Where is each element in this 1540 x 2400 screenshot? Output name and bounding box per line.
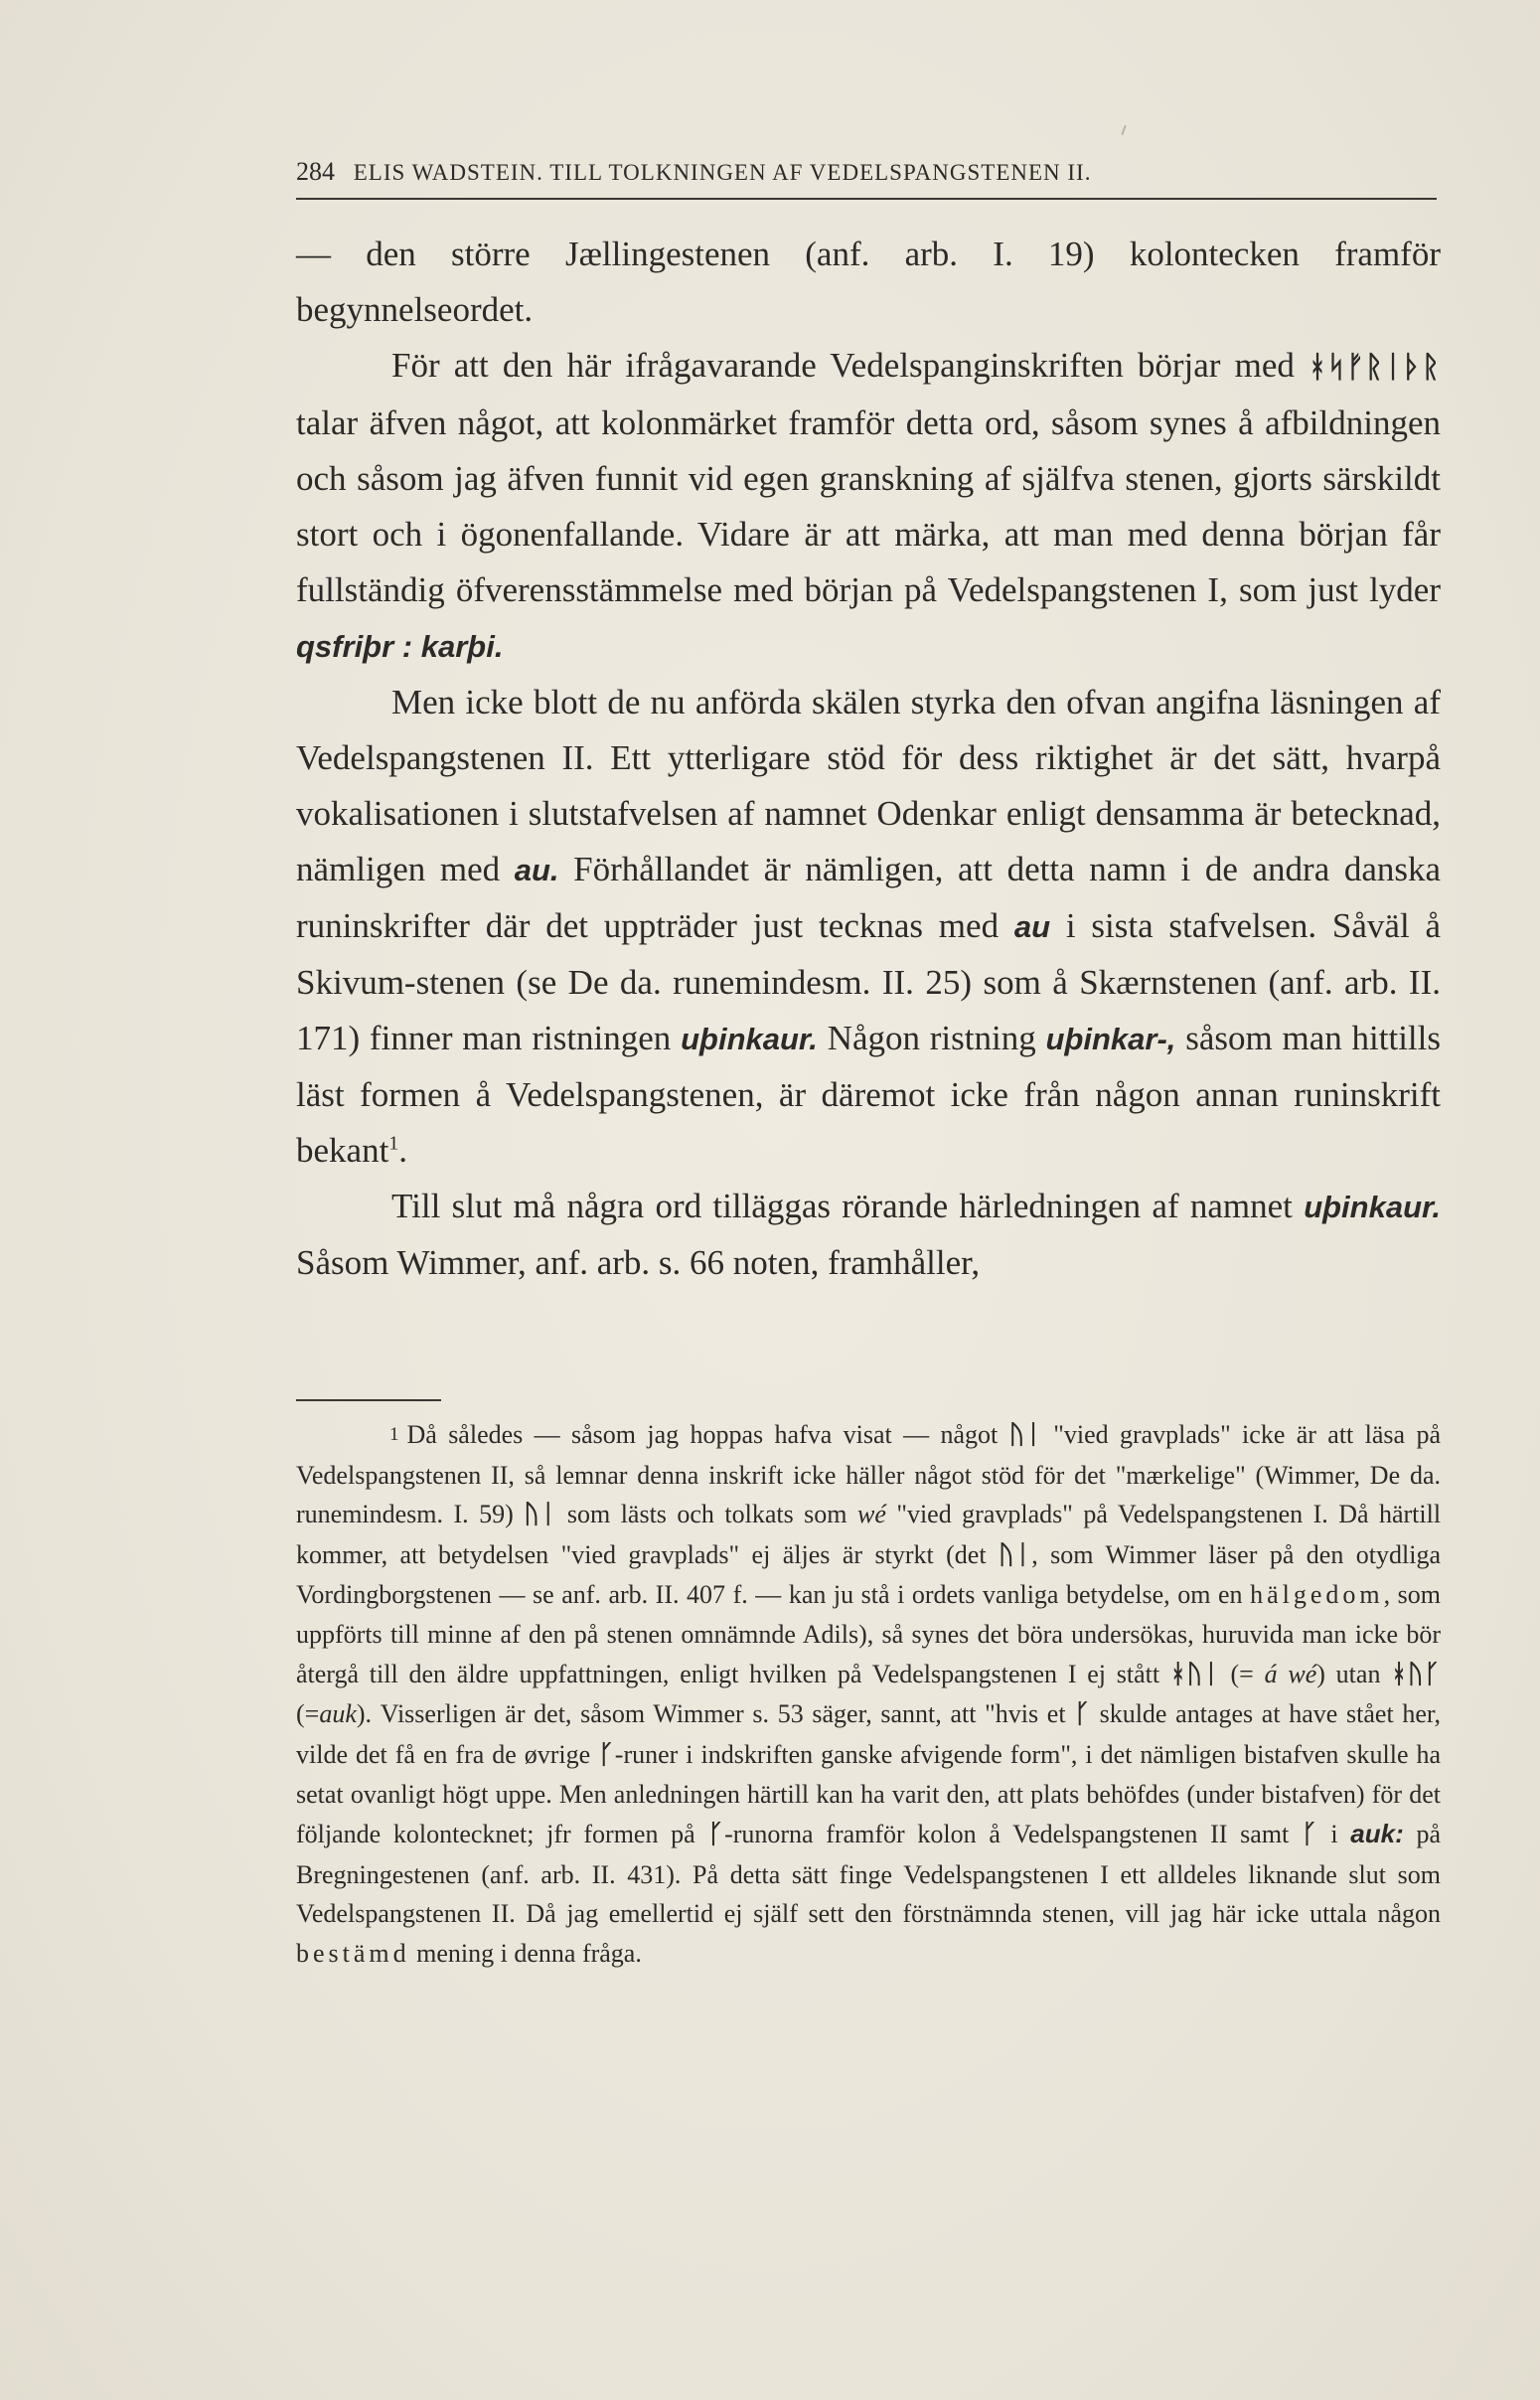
running-header — [296, 157, 1441, 187]
fn-text: (= — [296, 1699, 320, 1729]
footnote-number: 1 — [389, 1424, 399, 1445]
p2-text-b: talar äfven något, att kolonmärket framför detta ord, såsom synes å afbildningen och såsom jag äfven funnit vid egen granskning af själfva stenen, gjorts särskildt stort och i ögonenfallande. Vidare är att märka, att man med denna början får fullständig öfverensstämmelse med början på Vedelspangstenen I, som just lyder — [296, 403, 1441, 609]
translit-upinkaur-2: uþinkaur. — [1304, 1190, 1441, 1224]
paragraph-2 — [296, 338, 1441, 675]
fn-italic-auk: auk — [319, 1699, 357, 1729]
translit-upinkaur-1: uþinkaur. — [681, 1022, 818, 1056]
paper-speck — [1121, 125, 1126, 135]
p3-text-f: . — [398, 1131, 408, 1170]
fn-text: -runorna framför kolon å Vedelspangstenen II samt — [724, 1819, 1290, 1848]
translit-au-1: au. — [514, 853, 559, 887]
page-number: 284 — [296, 157, 335, 186]
paragraph-1 — [296, 227, 1441, 338]
rune-aui: ᚼᚢᛁ — [1169, 1659, 1220, 1689]
footnote-rule — [296, 1399, 441, 1401]
header-rule — [296, 198, 1437, 200]
fn-spaced-bestamd: bestämd — [296, 1938, 410, 1968]
p3-text-e: såsom man hittills läst formen å Vedelspangstenen, är däremot icke från någon annan runinskrift bekant — [296, 1019, 1441, 1170]
fn-italic-a-we: á wé — [1264, 1659, 1317, 1688]
rune-k: ᚴ — [1302, 1819, 1318, 1849]
fn-text: Då således — såsom jag hoppas hafva visat — något — [406, 1420, 999, 1449]
paragraph-3 — [296, 675, 1441, 1179]
rune-k: ᚴ — [1074, 1699, 1091, 1730]
translit-qsfripr-karpi: qsfriþr : karþi. — [296, 629, 504, 664]
p4-text-b: Såsom Wimmer, anf. arb. s. 66 noten, framhåller, — [296, 1243, 981, 1282]
fn-text: , som uppförts till minne af den på stenen omnämnde Adils), så synes det böra undersökas, huruvida man icke bör återgå till den äldre uppfattningen, enligt hvilken på Vedelspangstenen I ej stått — [296, 1580, 1441, 1688]
p3-text-c: i sista stafvelsen. Såväl å Skivum-stenen (se De da. runemindesm. II. 25) som å Skærnstenen (anf. arb. II. 171) finner man ristningen — [296, 906, 1442, 1057]
p1-text: — den större Jællingestenen (anf. arb. I. 19) kolontecken framför begynnelseordet. — [296, 235, 1441, 329]
fn-text: ). Visserligen är det, såsom Wimmer s. 53 säger, sannt, att "hvis et — [356, 1699, 1066, 1729]
main-text — [296, 227, 1441, 1291]
fn-text: i — [1330, 1819, 1338, 1848]
p2-text-a: För att den här ifrågavarande Vedelspanginskriften börjar med — [391, 346, 1295, 385]
rune-ui: ᚢᛁ — [999, 1539, 1032, 1570]
rune-asfridr: ᚼᛋᚠᚱᛁᚦᚱ — [1309, 350, 1441, 385]
rune-k: ᚴ — [598, 1739, 615, 1770]
fn-text: ) utan — [1316, 1659, 1381, 1688]
rune-auk: ᚼᚢᚴ — [1391, 1659, 1442, 1689]
p3-text-b: Förhållandet är nämligen, att detta namn i de andra danska runinskrifter där det uppträder just tecknas med — [296, 850, 1442, 945]
fn-text: (= — [1230, 1659, 1254, 1688]
p3-text-a: Men icke blott de nu anförda skälen styrka den ofvan angifna läsningen af Vedelspangstenen II. Ett ytterligare stöd för dess riktighet är det sätt, hvarpå vokalisationen i slutstafvelsen af namnet Odenkar enligt densamma är betecknad, nämligen med — [296, 683, 1441, 888]
fn-text: "vied gravplads" icke är att läsa på Vedelspangstenen II, så lemnar denna inskrift icke häller något stöd för det "mærkelige" (Wimmer, De da. runemindesm. I. 59) — [296, 1420, 1441, 1529]
footnote-ref[interactable]: 1 — [388, 1132, 399, 1155]
rune-ui: ᚢᛁ — [524, 1500, 557, 1530]
fn-text: mening i denna fråga. — [416, 1938, 642, 1968]
fn-text: skulde antages at have stået her, vilde det få en fra de øvrige — [296, 1699, 1442, 1769]
translit-au-2: au — [1013, 909, 1051, 944]
fn-spaced-halgedom: hälgedom — [1250, 1580, 1384, 1610]
fn-text: "vied gravplads" på Vedelspangstenen I. Då härtill kommer, att betydelsen "vied gravplads" ej äljes är styrkt (det — [296, 1500, 1442, 1569]
translit-auk: auk: — [1350, 1818, 1404, 1848]
fn-italic-we: wé — [856, 1500, 886, 1529]
running-title: ELIS WADSTEIN. TILL TOLKNINGEN AF VEDELSPANGSTENEN II. — [353, 160, 1092, 185]
footnote-1 — [296, 1415, 1441, 1973]
translit-upinkar: uþinkar-, — [1045, 1022, 1176, 1056]
p3-text-d: Någon ristning — [827, 1019, 1036, 1057]
fn-text: -runer i indskriften ganske afvigende form", i det nämligen bistafven skulle ha setat ovanligt högt uppe. Men anledningen härtill kan ha varit den, att plats behöfdes (under bistafven) för det följande kolontecknet; jfr formen på — [296, 1739, 1442, 1848]
fn-text: på Bregningestenen (anf. arb. II. 431). På detta sätt finge Vedelspangstenen I ett alldeles liknande slut som Vedelspangstenen II. Då jag emellertid ej själf sett den förstnämnda stenen, vill jag här icke uttala någon — [296, 1819, 1442, 1929]
p4-text-a: Till slut må några ord tilläggas rörande härledningen af namnet — [391, 1187, 1293, 1225]
fn-text: som lästs och tolkats som — [566, 1500, 847, 1529]
rune-ui: ᚢᛁ — [1008, 1420, 1042, 1450]
fn-text: , som Wimmer läser på den otydliga Vordingborgstenen — se anf. arb. II. 407 f. — kan ju stå i ordets vanliga betydelse, om en — [296, 1539, 1441, 1610]
paragraph-4 — [296, 1179, 1441, 1291]
rune-k: ᚴ — [707, 1819, 725, 1849]
